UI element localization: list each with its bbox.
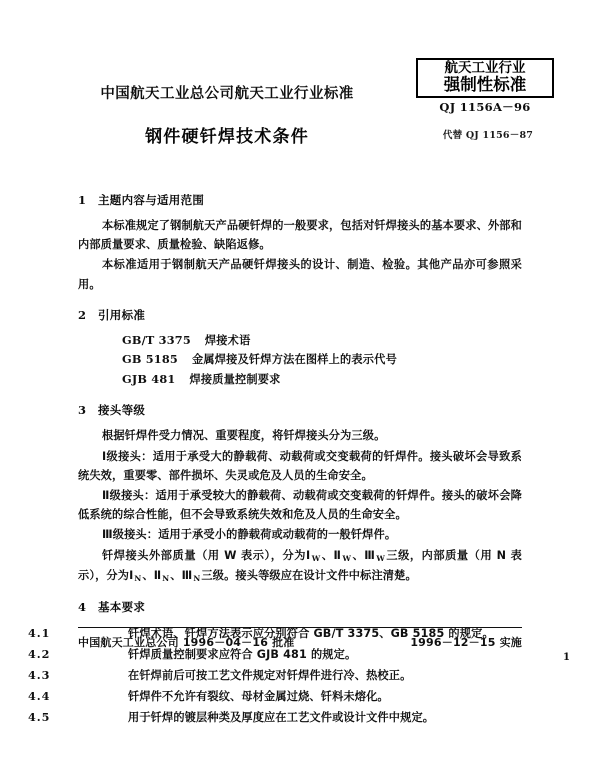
- clause-text: 在钎焊前后可按工艺文件规定对钎焊件进行冷、热校正。: [128, 668, 412, 682]
- section-1-paragraph-1: 本标准规定了钢制航天产品硬钎焊的一般要求，包括对钎焊接头的基本要求、外部和内部质量要求、质量检验、缺陷返修。: [78, 219, 522, 252]
- quality-text-b: 、Ⅱ: [321, 548, 342, 562]
- section-3-grade-2: Ⅱ级接头：适用于承受较大的静载荷、动载荷或交变载荷的钎焊件。接头的破坏会降低系统的综合性能，但不会导致系统失效和危及人员的生命安全。: [78, 488, 522, 522]
- reference-code: GJB 481: [122, 371, 176, 386]
- clause-text: 钎焊质量控制要求应符合 GJB 481 的规定。: [128, 647, 357, 661]
- stamp-mandatory-label: 强制性标准: [443, 75, 527, 94]
- mandatory-standard-stamp: [416, 58, 554, 98]
- reference-name: 金属焊接及钎焊方法在图样上的表示代号: [191, 353, 397, 367]
- page-number: 1: [563, 652, 570, 663]
- clause-item: [28, 665, 522, 686]
- footer-approval-text: 中国航天工业总公司 1996－04－16 批准: [78, 636, 295, 649]
- quality-text-f: 、Ⅲ: [170, 568, 193, 582]
- section-heading-1: [78, 192, 522, 208]
- clause-text: 钎焊件不允许有裂纹、母材金属过烧、钎料未熔化。: [128, 689, 389, 703]
- subscript-n: N: [162, 573, 170, 583]
- reference-item: [122, 350, 522, 370]
- reference-code: GB 5185: [122, 352, 178, 367]
- section-number-3: 3: [78, 403, 87, 418]
- quality-text-d: 三级，内部质量（用 N 表示），分为Ⅰ: [78, 548, 522, 582]
- document-footer: [78, 634, 522, 652]
- quality-text-c: 、Ⅲ: [352, 548, 376, 562]
- section-3-grade-3: Ⅲ级接头：适用于承受小的静载荷或动载荷的一般钎焊件。: [102, 528, 397, 542]
- clause-text: 钎焊术语、钎焊方法表示应分别符合 GB/T 3375、GB 5185 的规定。: [128, 626, 494, 640]
- subscript-w: W: [311, 553, 321, 563]
- clause-number: 4.2: [28, 646, 51, 661]
- section-title-1: 主题内容与适用范围: [98, 193, 205, 207]
- section-title-3: 接头等级: [98, 403, 146, 418]
- clause-number: 4.1: [28, 625, 51, 640]
- reference-item: [122, 370, 522, 390]
- section-3-paragraph-1: 根据钎焊件受力情况、重要程度，将钎焊接头分为三级。: [102, 429, 386, 443]
- section-3-quality-marking: [78, 546, 522, 586]
- clause-number: 4.4: [28, 688, 51, 703]
- clause-number: 4.5: [28, 709, 51, 724]
- section-title-4: 基本要求: [98, 599, 146, 614]
- clause-item: [28, 707, 522, 728]
- section-1-paragraph-2: 本标准适用于钢制航天产品硬钎焊接头的设计、制造、检验。其他产品亦可参照采用。: [78, 258, 522, 291]
- section-3-grade-1: Ⅰ级接头：适用于承受大的静载荷、动载荷或交变载荷的钎焊件。接头破坏会导致系统失效，重要零、部件损坏、失灵或危及人员的生命安全。: [78, 449, 522, 482]
- section-number-2: 2: [78, 307, 87, 322]
- section-heading-2: [78, 307, 522, 323]
- footer-divider: [78, 627, 522, 628]
- standard-replaces-note: 代替 QJ 1156－87: [442, 130, 534, 141]
- quality-text-e: 、Ⅱ: [142, 568, 162, 582]
- section-heading-4: [78, 599, 522, 615]
- issuing-organization-line: 中国航天工业总公司航天工业行业标准: [100, 86, 354, 102]
- clause-text: 用于钎焊的镀层种类及厚度应在工艺文件或设计文件中规定。: [128, 710, 435, 724]
- section-title-2: 引用标准: [98, 307, 146, 322]
- section-number-4: 4: [78, 599, 87, 614]
- subscript-n: N: [134, 573, 142, 583]
- clause-number: 4.3: [28, 667, 51, 682]
- section-heading-3: [78, 402, 522, 418]
- subscript-w: W: [342, 553, 352, 563]
- clause-item: [28, 686, 522, 707]
- subscript-n: N: [193, 573, 201, 583]
- reference-item: [122, 331, 522, 351]
- reference-code: GB/T 3375: [122, 332, 191, 347]
- quality-text-a: 钎焊接头外部质量（用 W 表示），分为Ⅰ: [102, 548, 311, 562]
- standard-number: QJ 1156A－96: [439, 100, 531, 114]
- subscript-w: W: [376, 553, 385, 563]
- page-title: 钢件硬钎焊技术条件: [145, 127, 309, 147]
- stamp-industry-label: 航天工业行业: [444, 60, 526, 76]
- footer-implementation-text: 1996－12－15 实施: [410, 636, 522, 649]
- section-number-1: 1: [78, 193, 87, 207]
- reference-name: 焊接术语: [204, 333, 251, 347]
- document-masthead: [0, 60, 600, 150]
- quality-text-g: 三级。接头等级应在设计文件中标注清楚。: [201, 568, 417, 582]
- reference-name: 焊接质量控制要求: [189, 372, 281, 386]
